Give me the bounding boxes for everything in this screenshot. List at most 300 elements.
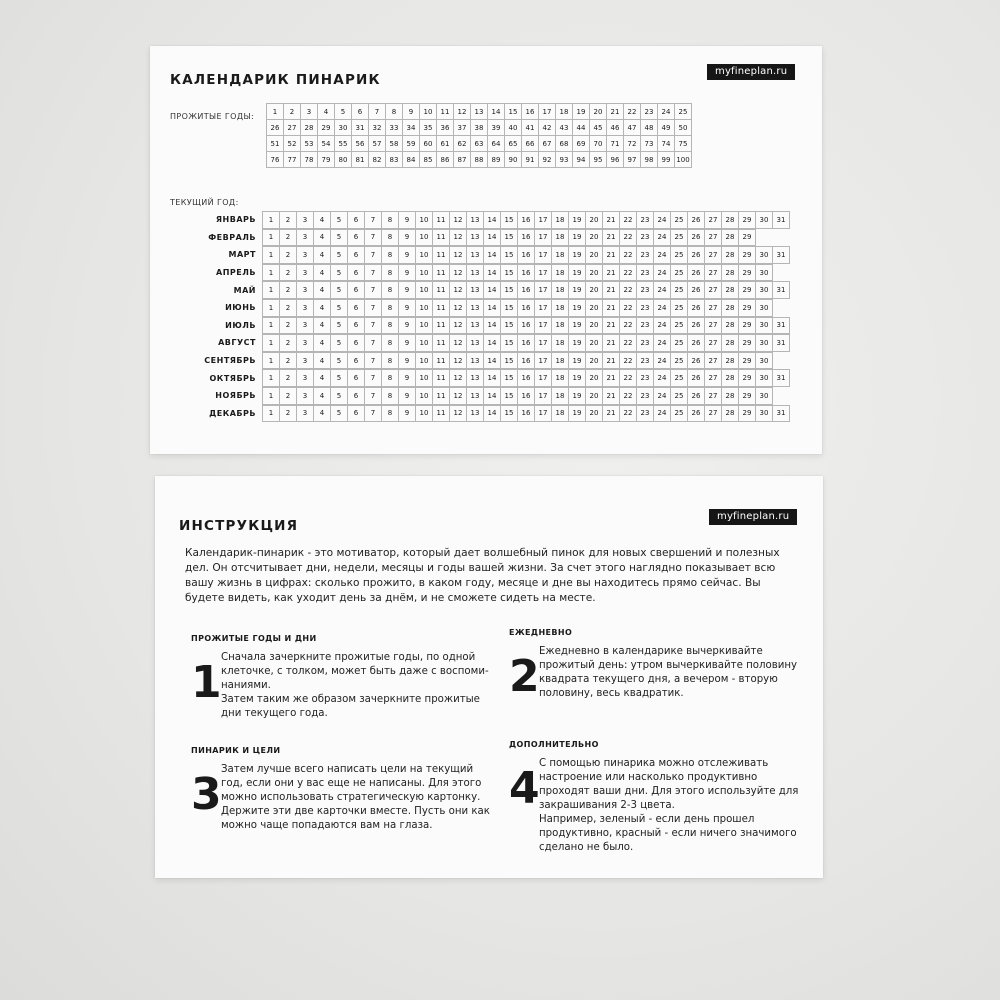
- day-cell: 10: [416, 334, 433, 352]
- day-cell: 28: [722, 334, 739, 352]
- year-cell: 93: [556, 152, 573, 168]
- year-cell: 17: [539, 104, 556, 120]
- calendar-card: [150, 46, 822, 454]
- day-cell: 17: [535, 369, 552, 387]
- day-cell: 4: [314, 211, 331, 229]
- day-cell: 7: [365, 317, 382, 335]
- day-cell: 17: [535, 264, 552, 282]
- day-cell: 17: [535, 387, 552, 405]
- day-cell: 10: [416, 405, 433, 423]
- step-goals: [191, 746, 491, 833]
- month-name: ФЕВРАЛЬ: [208, 232, 256, 242]
- day-cell: 27: [705, 264, 722, 282]
- day-cell: 19: [569, 352, 586, 370]
- day-cell: 9: [399, 352, 416, 370]
- day-cell: 10: [416, 387, 433, 405]
- day-cell: 13: [467, 405, 484, 423]
- day-cell: 7: [365, 246, 382, 264]
- month-name: АПРЕЛЬ: [216, 268, 256, 278]
- day-cell: 21: [603, 405, 620, 423]
- year-cell: 73: [641, 136, 658, 152]
- day-cell: 22: [620, 264, 637, 282]
- year-cell: 12: [454, 104, 471, 120]
- day-cell: 20: [586, 246, 603, 264]
- day-cell: 6: [348, 405, 365, 423]
- day-cell: 17: [535, 352, 552, 370]
- step-heading: ЕЖЕДНЕВНО: [509, 628, 573, 637]
- day-cell: 23: [637, 246, 654, 264]
- day-cell: 10: [416, 369, 433, 387]
- year-cell: 79: [318, 152, 335, 168]
- day-cell: 1: [263, 334, 280, 352]
- day-cell: 29: [739, 405, 756, 423]
- day-cell: 4: [314, 246, 331, 264]
- day-cell: 28: [722, 387, 739, 405]
- day-cell: 27: [705, 387, 722, 405]
- day-cell: 20: [586, 352, 603, 370]
- day-cell: 22: [620, 229, 637, 247]
- day-cell: 9: [399, 264, 416, 282]
- day-cell: 8: [382, 281, 399, 299]
- instructions-title: ИНСТРУКЦИЯ: [179, 518, 299, 534]
- day-cell: 18: [552, 317, 569, 335]
- month-days: [262, 246, 790, 264]
- day-cell: 3: [297, 211, 314, 229]
- day-cell: 6: [348, 317, 365, 335]
- day-cell: 28: [722, 299, 739, 317]
- year-cell: 50: [675, 120, 692, 136]
- day-cell: 5: [331, 211, 348, 229]
- current-year-calendar: [186, 211, 790, 422]
- day-cell: 25: [671, 387, 688, 405]
- day-cell: 5: [331, 334, 348, 352]
- day-cell: 5: [331, 264, 348, 282]
- day-cell: 10: [416, 211, 433, 229]
- day-cell: 31: [773, 246, 790, 264]
- day-cell: 21: [603, 264, 620, 282]
- day-cell: 10: [416, 281, 433, 299]
- day-cell: 13: [467, 211, 484, 229]
- day-cell: 18: [552, 352, 569, 370]
- day-cell: 3: [297, 229, 314, 247]
- day-cell: 12: [450, 281, 467, 299]
- day-cell: 21: [603, 387, 620, 405]
- year-cell: 68: [556, 136, 573, 152]
- day-cell: 31: [773, 334, 790, 352]
- day-cell: 4: [314, 281, 331, 299]
- month-days: [262, 405, 790, 423]
- month-row: [186, 317, 790, 335]
- day-cell: 27: [705, 334, 722, 352]
- month-row: [186, 281, 790, 299]
- day-cell: 31: [773, 211, 790, 229]
- day-cell: 25: [671, 369, 688, 387]
- day-cell: 12: [450, 352, 467, 370]
- day-cell: 21: [603, 352, 620, 370]
- day-cell: 1: [263, 246, 280, 264]
- day-cell: 25: [671, 334, 688, 352]
- year-cell: 8: [386, 104, 403, 120]
- day-cell: 6: [348, 299, 365, 317]
- day-cell: 21: [603, 211, 620, 229]
- year-cell: 32: [369, 120, 386, 136]
- day-cell: 13: [467, 352, 484, 370]
- month-name: СЕНТЯБРЬ: [204, 356, 256, 366]
- day-cell: 13: [467, 317, 484, 335]
- month-name: ДЕКАБРЬ: [209, 408, 256, 418]
- day-cell: 27: [705, 405, 722, 423]
- day-cell: 4: [314, 334, 331, 352]
- day-cell: 20: [586, 281, 603, 299]
- day-cell: 3: [297, 369, 314, 387]
- day-cell: 3: [297, 299, 314, 317]
- day-cell: 17: [535, 405, 552, 423]
- day-cell: 11: [433, 334, 450, 352]
- day-cell: 24: [654, 387, 671, 405]
- day-cell: 8: [382, 352, 399, 370]
- day-cell: 29: [739, 369, 756, 387]
- day-cell: 8: [382, 211, 399, 229]
- day-cell: 2: [280, 405, 297, 423]
- lived-years-label: ПРОЖИТЫЕ ГОДЫ:: [170, 112, 255, 121]
- day-cell: 8: [382, 387, 399, 405]
- day-cell: 24: [654, 299, 671, 317]
- year-cell: 96: [607, 152, 624, 168]
- day-cell: 14: [484, 405, 501, 423]
- current-year-label: ТЕКУЩИЙ ГОД:: [170, 198, 239, 207]
- year-cell: 54: [318, 136, 335, 152]
- year-cell: 91: [522, 152, 539, 168]
- day-cell: 23: [637, 352, 654, 370]
- year-cell: 30: [335, 120, 352, 136]
- day-cell: 23: [637, 334, 654, 352]
- step-text: Ежедневно в календарике вычеркивайте прожитый день: утром вычеркивайте половину квадрата текущего дня, а вечером - вторую половину, весь квадратик.: [539, 646, 798, 699]
- day-cell: 24: [654, 246, 671, 264]
- day-cell: 26: [688, 352, 705, 370]
- year-cell: 92: [539, 152, 556, 168]
- month-name: НОЯБРЬ: [215, 391, 256, 401]
- year-cell: 66: [522, 136, 539, 152]
- day-cell: 28: [722, 317, 739, 335]
- month-days: [262, 369, 790, 387]
- year-cell: 35: [420, 120, 437, 136]
- day-cell: 10: [416, 264, 433, 282]
- day-cell: 9: [399, 229, 416, 247]
- day-cell: 6: [348, 264, 365, 282]
- day-cell: 6: [348, 211, 365, 229]
- day-cell: 12: [450, 211, 467, 229]
- day-cell: 26: [688, 281, 705, 299]
- day-cell: 27: [705, 299, 722, 317]
- step-heading: ДОПОЛНИТЕЛЬНО: [509, 740, 599, 749]
- day-cell: 13: [467, 299, 484, 317]
- day-cell: 14: [484, 334, 501, 352]
- day-cell: 9: [399, 299, 416, 317]
- day-cell: 7: [365, 334, 382, 352]
- day-cell: 13: [467, 387, 484, 405]
- day-cell: 29: [739, 334, 756, 352]
- day-cell: 22: [620, 281, 637, 299]
- step-lived-years: [191, 634, 491, 721]
- month-name: ИЮЛЬ: [225, 320, 256, 330]
- day-cell: 18: [552, 405, 569, 423]
- day-cell: 24: [654, 211, 671, 229]
- day-cell: 30: [756, 211, 773, 229]
- day-cell: 23: [637, 211, 654, 229]
- year-cell: 56: [352, 136, 369, 152]
- instructions-card: [155, 476, 823, 878]
- year-cell: 78: [301, 152, 318, 168]
- step-additional: [509, 740, 819, 855]
- day-cell: 5: [331, 229, 348, 247]
- day-cell: 6: [348, 334, 365, 352]
- day-cell: 1: [263, 352, 280, 370]
- day-cell: 27: [705, 229, 722, 247]
- day-cell: 22: [620, 405, 637, 423]
- day-cell: 14: [484, 317, 501, 335]
- day-cell: 7: [365, 369, 382, 387]
- year-cell: 22: [624, 104, 641, 120]
- day-cell: 20: [586, 334, 603, 352]
- day-cell: 22: [620, 299, 637, 317]
- year-cell: 77: [284, 152, 301, 168]
- year-cell: 42: [539, 120, 556, 136]
- day-cell: 15: [501, 405, 518, 423]
- day-cell: 11: [433, 317, 450, 335]
- day-cell: 14: [484, 369, 501, 387]
- year-cell: 74: [658, 136, 675, 152]
- day-cell: 29: [739, 246, 756, 264]
- day-cell: 19: [569, 229, 586, 247]
- day-cell: 19: [569, 387, 586, 405]
- day-cell: 5: [331, 387, 348, 405]
- day-cell: 11: [433, 264, 450, 282]
- day-cell: 15: [501, 352, 518, 370]
- day-cell: 5: [331, 405, 348, 423]
- day-cell: 25: [671, 211, 688, 229]
- day-cell: 22: [620, 211, 637, 229]
- year-cell: 18: [556, 104, 573, 120]
- day-cell: 18: [552, 281, 569, 299]
- day-cell: 20: [586, 229, 603, 247]
- step-number: 4: [509, 763, 540, 814]
- day-cell: 23: [637, 317, 654, 335]
- month-days: [262, 317, 790, 335]
- day-cell: 18: [552, 264, 569, 282]
- day-cell: 9: [399, 281, 416, 299]
- day-cell: 31: [773, 281, 790, 299]
- day-cell: 5: [331, 299, 348, 317]
- day-cell: 19: [569, 299, 586, 317]
- year-cell: 75: [675, 136, 692, 152]
- day-cell: 16: [518, 317, 535, 335]
- day-cell: 7: [365, 299, 382, 317]
- month-row: [186, 246, 790, 264]
- year-cell: 55: [335, 136, 352, 152]
- month-name: ЯНВАРЬ: [215, 215, 256, 225]
- day-cell: 5: [331, 281, 348, 299]
- day-cell: 17: [535, 299, 552, 317]
- calendar-title: КАЛЕНДАРИК ПИНАРИК: [170, 72, 381, 88]
- day-cell: 2: [280, 299, 297, 317]
- day-cell: 10: [416, 246, 433, 264]
- day-cell: 27: [705, 317, 722, 335]
- year-cell: 53: [301, 136, 318, 152]
- day-cell: 20: [586, 369, 603, 387]
- year-cell: 98: [641, 152, 658, 168]
- month-name: АВГУСТ: [218, 338, 256, 348]
- intro-paragraph: Календарик-пинарик - это мотиватор, который дает волшебный пинок для новых свершений и полезных дел. Он отсчитывает дни, недели, месяцы и годы вашей жизни. За счет этого наглядно показывает всю вашу жизнь в цифрах: сколько прожито, в каком году, месяце и дне вы находитесь прямо сейчас. Вы будете видеть, как уходит день за днём, и не сможете сидеть на месте.: [185, 547, 780, 604]
- day-cell: 7: [365, 264, 382, 282]
- day-cell: 12: [450, 317, 467, 335]
- day-cell: 19: [569, 246, 586, 264]
- day-cell: 2: [280, 264, 297, 282]
- year-cell: 83: [386, 152, 403, 168]
- day-cell: 9: [399, 387, 416, 405]
- day-cell: 22: [620, 387, 637, 405]
- day-cell: 1: [263, 369, 280, 387]
- year-cell: 52: [284, 136, 301, 152]
- year-cell: 82: [369, 152, 386, 168]
- day-cell: 24: [654, 334, 671, 352]
- year-cell: 13: [471, 104, 488, 120]
- day-cell: 4: [314, 405, 331, 423]
- year-cell: 86: [437, 152, 454, 168]
- day-cell: 4: [314, 387, 331, 405]
- day-cell: 13: [467, 246, 484, 264]
- day-cell: 18: [552, 299, 569, 317]
- year-cell: 1: [267, 104, 284, 120]
- year-cell: 19: [573, 104, 590, 120]
- day-cell: 8: [382, 317, 399, 335]
- day-cell: 17: [535, 246, 552, 264]
- day-cell: 21: [603, 317, 620, 335]
- day-cell: 28: [722, 264, 739, 282]
- day-cell: 25: [671, 264, 688, 282]
- year-cell: 36: [437, 120, 454, 136]
- day-cell: 2: [280, 334, 297, 352]
- day-cell: 26: [688, 317, 705, 335]
- day-cell: 3: [297, 405, 314, 423]
- day-cell: 19: [569, 211, 586, 229]
- day-cell: 27: [705, 281, 722, 299]
- day-cell: 21: [603, 281, 620, 299]
- lived-years-grid: [266, 103, 692, 168]
- month-row: [186, 299, 790, 317]
- day-cell: 21: [603, 299, 620, 317]
- day-cell: 17: [535, 281, 552, 299]
- day-cell: 8: [382, 334, 399, 352]
- day-cell: 2: [280, 317, 297, 335]
- day-cell: 12: [450, 246, 467, 264]
- day-cell: 11: [433, 211, 450, 229]
- year-cell: 14: [488, 104, 505, 120]
- day-cell: 20: [586, 264, 603, 282]
- day-cell: 7: [365, 352, 382, 370]
- year-cell: 5: [335, 104, 352, 120]
- day-cell: 29: [739, 229, 756, 247]
- month-days: [262, 229, 790, 247]
- day-cell: 11: [433, 246, 450, 264]
- day-cell: 13: [467, 229, 484, 247]
- year-cell: 20: [590, 104, 607, 120]
- day-cell: 15: [501, 211, 518, 229]
- day-cell: 26: [688, 405, 705, 423]
- day-cell: 12: [450, 405, 467, 423]
- year-cell: 76: [267, 152, 284, 168]
- year-cell: 47: [624, 120, 641, 136]
- day-cell: 1: [263, 317, 280, 335]
- day-cell: 1: [263, 229, 280, 247]
- day-cell: 15: [501, 246, 518, 264]
- year-cell: 94: [573, 152, 590, 168]
- day-cell: 6: [348, 387, 365, 405]
- day-cell: 11: [433, 387, 450, 405]
- day-cell: 4: [314, 264, 331, 282]
- day-cell: 14: [484, 264, 501, 282]
- day-cell: 16: [518, 229, 535, 247]
- year-cell: 81: [352, 152, 369, 168]
- day-cell: 13: [467, 334, 484, 352]
- day-cell: 23: [637, 387, 654, 405]
- day-cell: 5: [331, 246, 348, 264]
- day-cell: 30: [756, 246, 773, 264]
- year-cell: 84: [403, 152, 420, 168]
- day-cell: 3: [297, 281, 314, 299]
- day-cell: 11: [433, 229, 450, 247]
- day-cell: 28: [722, 211, 739, 229]
- day-cell: 30: [756, 264, 773, 282]
- day-cell: 23: [637, 229, 654, 247]
- step-number: 1: [191, 657, 222, 708]
- day-cell: 1: [263, 281, 280, 299]
- day-cell: 29: [739, 317, 756, 335]
- month-row: [186, 352, 790, 370]
- day-cell: 4: [314, 229, 331, 247]
- day-cell: 2: [280, 387, 297, 405]
- day-cell: 29: [739, 299, 756, 317]
- day-cell: 26: [688, 264, 705, 282]
- year-cell: 28: [301, 120, 318, 136]
- day-cell: 2: [280, 229, 297, 247]
- step-number: 3: [191, 769, 222, 820]
- day-cell: 29: [739, 387, 756, 405]
- year-cell: 87: [454, 152, 471, 168]
- year-cell: 15: [505, 104, 522, 120]
- day-cell: 24: [654, 281, 671, 299]
- year-cell: 62: [454, 136, 471, 152]
- day-cell: 14: [484, 211, 501, 229]
- day-cell: 16: [518, 387, 535, 405]
- day-cell: 1: [263, 405, 280, 423]
- day-cell: 15: [501, 264, 518, 282]
- step-number: 2: [509, 651, 540, 702]
- day-cell: 7: [365, 229, 382, 247]
- day-cell: 7: [365, 281, 382, 299]
- day-cell: 22: [620, 352, 637, 370]
- day-cell: 6: [348, 352, 365, 370]
- day-cell: 20: [586, 387, 603, 405]
- day-cell: 1: [263, 264, 280, 282]
- month-row: [186, 334, 790, 352]
- day-cell: 13: [467, 369, 484, 387]
- month-name: ИЮНЬ: [225, 303, 256, 313]
- day-cell: 21: [603, 246, 620, 264]
- month-name: ОКТЯБРЬ: [209, 373, 256, 383]
- day-cell: 24: [654, 405, 671, 423]
- day-cell: 7: [365, 405, 382, 423]
- day-cell: 26: [688, 334, 705, 352]
